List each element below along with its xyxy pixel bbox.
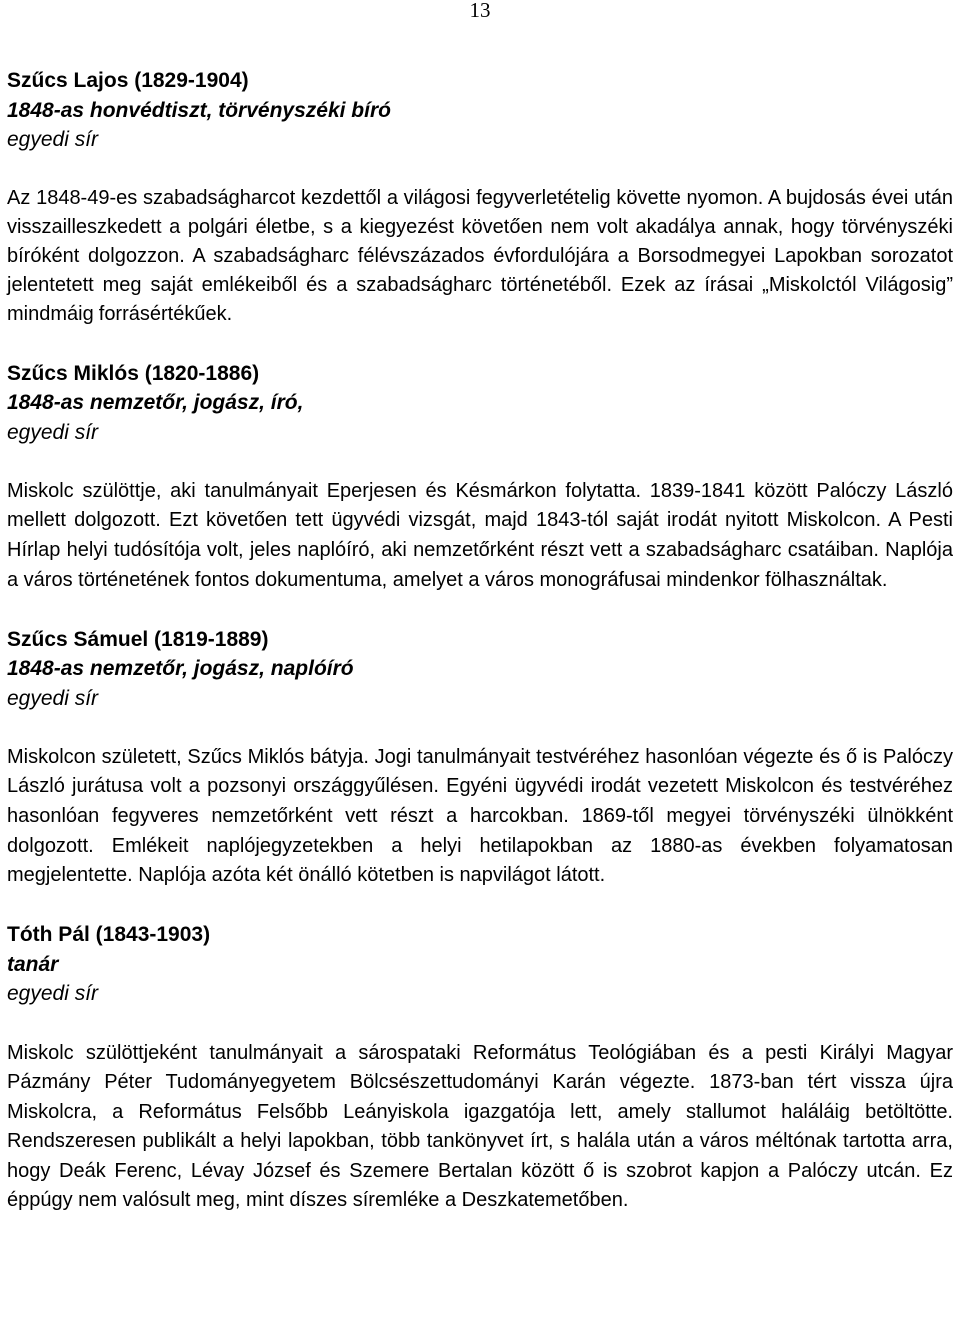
entry-title: 1848-as nemzetőr, jogász, naplóíró bbox=[7, 657, 354, 681]
page-number: 13 bbox=[469, 0, 491, 22]
entry-body: Az 1848-49-es szabadságharcot kezdettől a világosi fegyverletételig követte nyomon. A bujdosás évei után visszailleszkedett a polgári életbe, s a kiegyezést követően nem volt akadálya annak, hogy törvényszéki bíróként dolgozzon. A szabadságharc félévszázados évfordulójára a Borsodmegyei Lapokban sorozatot jelentetett meg saját emlékeiből és a szabadságharc történetéből. Ezek az írásai „Miskolctól Világosig” mindmáig forrásértékűek. bbox=[7, 187, 953, 326]
entry-body: Miskolc szülöttje, aki tanulmányait Eperjesen és Késmárkon folytatta. 1839-1841 között Palóczy László mellett dolgozott. Ezt követően tett ügyvédi vizsgát, majd 1843-tól saját irodát nyitott Miskolcon. A Pesti Hírlap helyi tudósítója volt, jeles naplóíró, aki nemzetőrként részt vett a szabadságharc csatáiban. Naplója a város történetének fontos dokumentuma, amelyet a város monográfusai mindenkor fölhasználtak. bbox=[7, 479, 953, 591]
entry-body: Miskolcon született, Szűcs Miklós bátyja. Jogi tanulmányait testvéréhez hasonlóan végezte és ő is Palóczy László jurátusa volt a pozsonyi országgyűlésen. Egyéni ügyvédi irodát vezetett Miskolcon és testvéréhez hasonlóan fegyveres nemzetőrként vett részt a harcokban. 1869-től megyei törvényszéki ülnökként dolgozott. Emlékeit naplójegyzetekben a helyi hetilapokban az 1880-as években folyamatosan megjelentette. Naplója azóta két önálló kötetben is napvilágot látott. bbox=[7, 745, 953, 887]
entry-toth-pal bbox=[7, 920, 953, 1216]
entry-name: Szűcs Lajos (1829-1904) bbox=[7, 69, 249, 92]
entry-grave-type: egyedi sír bbox=[7, 420, 99, 444]
entry-grave-type: egyedi sír bbox=[7, 128, 99, 151]
entry-grave-type: egyedi sír bbox=[7, 686, 99, 710]
entry-grave-type: egyedi sír bbox=[7, 982, 99, 1006]
entry-body: Miskolc szülöttjeként tanulmányait a sárospataki Református Teológiában és a pesti Királyi Magyar Pázmány Péter Tudományegyetem Bölcsészettudományi Karán végezte. 1873-ban tért vissza újra Miskolcra, a Református Felsőbb Leányiskola igazgatója lett, amely stallumot haláláig betöltötte. Rendszeresen publikált a helyi lapokban, több tankönyvet írt, s halála után a város méltónak tartotta arra, hogy Deák Ferenc, Lévay József és Szemere Bertalan között ő is szobrot kapjon a Palóczy utcán. Ez éppúgy nem valósult meg, mint díszes síremléke a Deszkatemetőben. bbox=[7, 1041, 953, 1212]
entry-name: Szűcs Miklós (1820-1886) bbox=[7, 361, 260, 385]
entry-title: tanár bbox=[7, 952, 59, 976]
entry-name: Tóth Pál (1843-1903) bbox=[7, 923, 211, 947]
entry-szucs-miklos bbox=[7, 359, 953, 595]
entry-szucs-samuel bbox=[7, 625, 953, 891]
entry-title: 1848-as honvédtiszt, törvényszéki bíró bbox=[7, 98, 391, 122]
page-content bbox=[7, 66, 953, 1216]
entry-szucs-lajos bbox=[7, 66, 953, 329]
entry-title: 1848-as nemzetőr, jogász, író, bbox=[7, 391, 304, 415]
entry-name: Szűcs Sámuel (1819-1889) bbox=[7, 627, 269, 651]
